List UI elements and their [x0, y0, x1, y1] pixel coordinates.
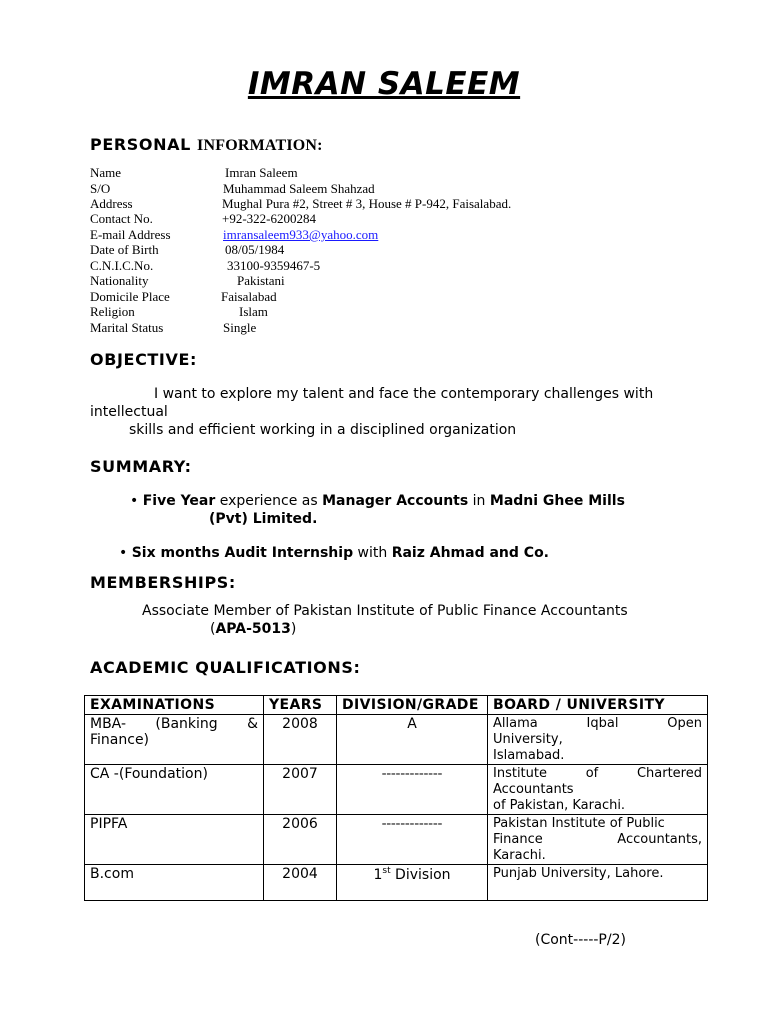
pi-value: 08/05/1984: [225, 242, 285, 257]
cell-board: [488, 815, 708, 865]
objective-line-1: I want to explore my talent and face the contemporary challenges with: [154, 386, 654, 402]
summary-text: experience as: [215, 493, 323, 509]
cell-text: Accountants,: [617, 832, 702, 847]
summary-item-1-cont: (Pvt) Limited.: [209, 511, 318, 527]
cell-exam: B.com: [85, 865, 264, 901]
pi-label: Date of Birth: [90, 242, 159, 257]
cell-text: Institute: [493, 766, 547, 781]
membership-code: [210, 621, 296, 638]
table-header-row: [85, 696, 708, 715]
cell-text: Karachi.: [493, 848, 546, 863]
cell-sup: st: [382, 866, 391, 876]
cell-text: Accountants: [493, 782, 574, 797]
cell-text: Iqbal: [586, 716, 619, 731]
pi-label: E-mail Address: [90, 227, 171, 242]
summary-heading: SUMMARY:: [90, 457, 192, 476]
cell-text: &: [247, 716, 258, 732]
cell-text: of: [585, 766, 599, 781]
pi-label: Religion: [90, 304, 135, 319]
col-header-examinations: EXAMINATIONS: [85, 696, 264, 715]
cell-division: -------------: [337, 765, 488, 815]
cell-board: Punjab University, Lahore.: [488, 865, 708, 901]
pi-label: Address: [90, 196, 133, 211]
pi-label: Name: [90, 165, 122, 180]
summary-item-1: [130, 493, 625, 510]
bullet-icon: •: [130, 493, 139, 509]
paren: ): [290, 621, 297, 637]
cell-board: [488, 765, 708, 815]
pi-label: Marital Status: [90, 320, 164, 335]
table-row: [85, 815, 708, 865]
membership-code-value: APA-5013: [215, 621, 291, 637]
summary-text-bold: Five Year: [142, 493, 216, 509]
personal-information-heading: [90, 135, 323, 155]
cell-text: of Pakistan, Karachi.: [493, 798, 626, 813]
cell-text: (Banking: [155, 716, 218, 732]
col-header-years: YEARS: [264, 696, 337, 715]
cell-text: University,: [493, 732, 563, 747]
cell-text: Open: [667, 716, 702, 731]
cell-text: Islamabad.: [493, 748, 565, 763]
pi-row-address: [90, 196, 650, 212]
summary-item-2: [119, 545, 549, 562]
academic-heading: ACADEMIC QUALIFICATIONS:: [90, 658, 361, 677]
paren: (: [210, 621, 216, 637]
pi-value: Faisalabad: [221, 289, 277, 304]
summary-text: in: [468, 493, 490, 509]
pi-value: Imran Saleem: [225, 165, 298, 180]
pi-value: +92-322-6200284: [222, 211, 316, 226]
table-row: [85, 715, 708, 765]
pi-row-domicile: [90, 289, 650, 305]
objective-line-2: intellectual: [90, 404, 168, 420]
cell-exam: CA -(Foundation): [85, 765, 264, 815]
cell-text: MBA-: [90, 716, 127, 732]
email-link[interactable]: imransaleem933@yahoo.com: [223, 227, 379, 242]
summary-text-bold: Manager Accounts: [322, 493, 469, 509]
table-row: [85, 765, 708, 815]
pi-row-contact: [90, 211, 650, 227]
objective-heading: OBJECTIVE:: [90, 350, 197, 369]
cell-division: A: [337, 715, 488, 765]
pi-row-cnic: [90, 258, 650, 274]
col-header-division: DIVISION/GRADE: [337, 696, 488, 715]
summary-text: with: [353, 545, 392, 561]
col-header-board: BOARD / UNIVERSITY: [488, 696, 708, 715]
cell-text: Chartered: [636, 766, 702, 781]
cell-division: -------------: [337, 815, 488, 865]
cell-year: 2004: [264, 865, 337, 901]
pi-label: Contact No.: [90, 211, 153, 226]
pi-row-email: [90, 227, 650, 243]
continuation-note: (Cont-----P/2): [535, 932, 626, 948]
cell-board: [488, 715, 708, 765]
pi-label: Domicile Place: [90, 289, 170, 304]
pi-label: S/O: [90, 181, 111, 196]
objective-line-3: skills and efficient working in a disciplined organization: [129, 422, 517, 438]
cell-division: [337, 865, 488, 901]
membership-line-1: Associate Member of Pakistan Institute of Public Finance Accountants: [142, 603, 628, 619]
resume-name-title: IMRAN SALEEM: [247, 66, 521, 102]
bullet-icon: •: [119, 545, 128, 561]
summary-text-bold: Madni Ghee Mills: [489, 493, 625, 509]
pi-value: Single: [223, 320, 257, 335]
cell-year: 2008: [264, 715, 337, 765]
cell-year: 2007: [264, 765, 337, 815]
pi-value: Mughal Pura #2, Street # 3, House # P-942, Faisalabad.: [222, 196, 512, 211]
pi-value: Pakistani: [237, 273, 285, 288]
pi-label: Nationality: [90, 273, 149, 288]
academic-table: [84, 695, 708, 901]
cell-year: 2006: [264, 815, 337, 865]
personal-heading-serif-part: INFORMATION:: [197, 137, 323, 154]
summary-text-bold: Raiz Ahmad and Co.: [391, 545, 550, 561]
pi-row-marital: [90, 320, 650, 336]
pi-value: Islam: [239, 304, 268, 319]
pi-row-dob: [90, 242, 650, 258]
pi-label: C.N.I.C.No.: [90, 258, 154, 273]
cell-exam: [85, 715, 264, 765]
summary-text-bold: Six months Audit Internship: [131, 545, 354, 561]
pi-row-name: [90, 165, 650, 181]
pi-row-so: [90, 181, 650, 197]
pi-value: Muhammad Saleem Shahzad: [223, 181, 375, 196]
pi-value: 33100-9359467-5: [227, 258, 321, 273]
cell-text: Division: [390, 867, 451, 883]
cell-text: Finance): [90, 732, 150, 748]
cell-text: Pakistan Institute of Public: [493, 816, 665, 831]
cell-text: Allama: [493, 716, 538, 731]
cell-text: Finance: [493, 832, 543, 847]
cell-text: 1: [373, 867, 383, 883]
pi-row-nationality: [90, 273, 650, 289]
table-row: [85, 865, 708, 901]
memberships-heading: MEMBERSHIPS:: [90, 573, 236, 592]
cell-exam: PIPFA: [85, 815, 264, 865]
personal-heading-part: PERSONAL: [90, 135, 198, 154]
pi-row-religion: [90, 304, 650, 320]
